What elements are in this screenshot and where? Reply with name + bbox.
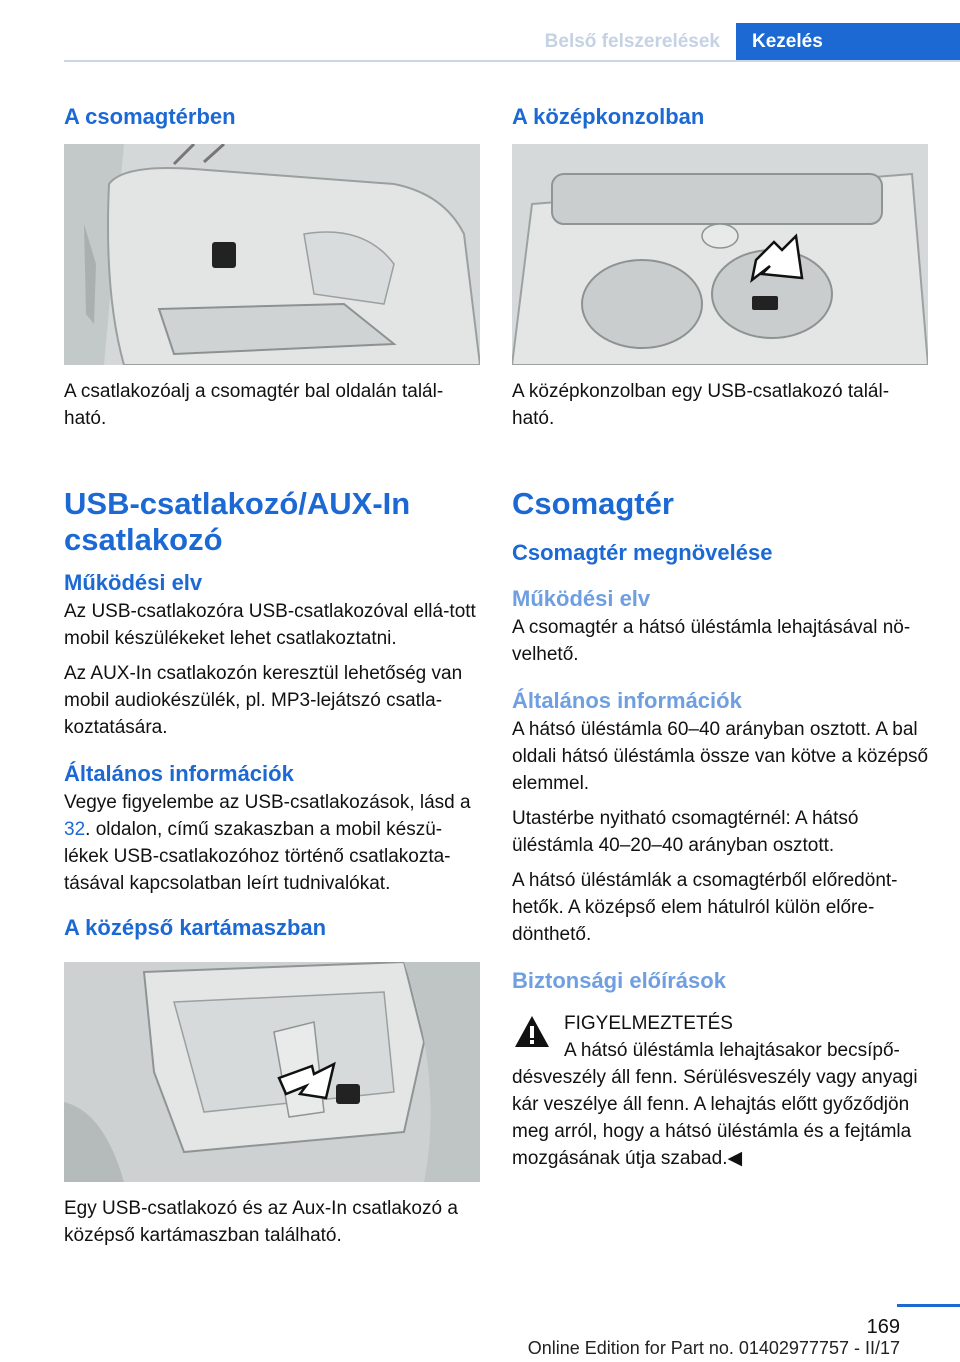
section-usb-principle [64, 570, 482, 941]
general-text-a: Vegye figyelembe az USB-csatlakozások, lásd a [64, 792, 471, 813]
warning-text-rest: désveszély áll fenn. Sérülésveszély vagy anyagi kár veszélye áll fenn. A lehajtás előtt győződjön meg arról, hogy a hátsó üléstámla és a fejtámla mozgásának útja szabad.◀ [512, 1067, 918, 1169]
paragraph-general [64, 789, 482, 897]
paragraph-general-2: Utastérbe nyitható csomagtérnél: A hátsó üléstámla 40–20–40 arányban osztott. [512, 808, 859, 856]
warning-title: FIGYELMEZTETÉS [564, 1013, 733, 1034]
paragraph-principle-1: Az USB-csatlakozóra USB-csatlakozóval ellá-tott mobil készülékeket lehet csatlakoztatni. [64, 601, 476, 649]
armrest-illustration [64, 962, 480, 1182]
paragraph-principle-right: A csomagtér a hátsó üléstámla lehajtásával nö-velhető. [512, 617, 911, 665]
trunk-illustration [64, 144, 480, 365]
paragraph-principle-2: Az AUX-In csatlakozón keresztül lehetőség van mobil audiokészülék, pl. MP3-lejátszó csatla-koztatására. [64, 663, 463, 738]
heading-general: Általános információk [64, 761, 294, 786]
paragraph-general-3: A hátsó üléstámlák a csomagtérből előredönt-hetők. A középső elem hátulról külön előre-dönthető. [512, 870, 898, 945]
footer-rule [897, 1304, 960, 1307]
caption-armrest: Egy USB-csatlakozó és az Aux-In csatlakozó a középső kartámaszban található. [64, 1198, 458, 1246]
warning-icon [512, 1012, 552, 1052]
paragraph-general-1: A hátsó üléstámla 60–40 arányban osztott. A bal oldali hátsó üléstámla össze van kötve a középső elemmel. [512, 719, 929, 794]
caption-trunk: A csatlakozóalj a csomagtér bal oldalán talál-ható. [64, 381, 444, 429]
heading-armrest: A középső kartámaszban [64, 915, 327, 940]
page-link-32[interactable]: 32 [64, 819, 86, 840]
heading-console: A középkonzolban [512, 104, 705, 129]
heading-principle: Működési elv [64, 570, 203, 595]
page-number: 169 [866, 1316, 900, 1338]
heading-usb-aux: USB-csatlakozó/AUX-In csatlakozó [64, 486, 411, 557]
heading-trunk-section: Csomagtér [512, 486, 674, 521]
warning-header [564, 1010, 930, 1064]
console-illustration [512, 144, 928, 365]
heading-safety: Biztonsági előírások [512, 968, 726, 993]
section-trunk [512, 540, 930, 994]
footer-edition: Online Edition for Part no. 01402977757 - II/17 [527, 1338, 900, 1358]
warning-text-first: A hátsó üléstámla lehajtásakor becsípő- [564, 1040, 900, 1061]
general-text-b: . oldalon, című szakaszban a mobil készü-lékek USB-csatlakozóhoz történő csatlakozta-tásával kapcsolatban leírt tudnivalókat. [64, 819, 451, 894]
heading-enlarge: Csomagtér megnövelése [512, 540, 773, 565]
heading-general-right: Általános információk [512, 688, 742, 713]
caption-console: A középkonzolban egy USB-csatlakozó talál-ható. [512, 381, 890, 429]
header-tab-active[interactable]: Kezelés [736, 23, 960, 61]
heading-principle-right: Működési elv [512, 586, 651, 611]
header-rule [64, 60, 960, 62]
heading-trunk: A csomagtérben [64, 104, 236, 129]
header-tab-section[interactable]: Belső felszerelések [544, 31, 720, 52]
